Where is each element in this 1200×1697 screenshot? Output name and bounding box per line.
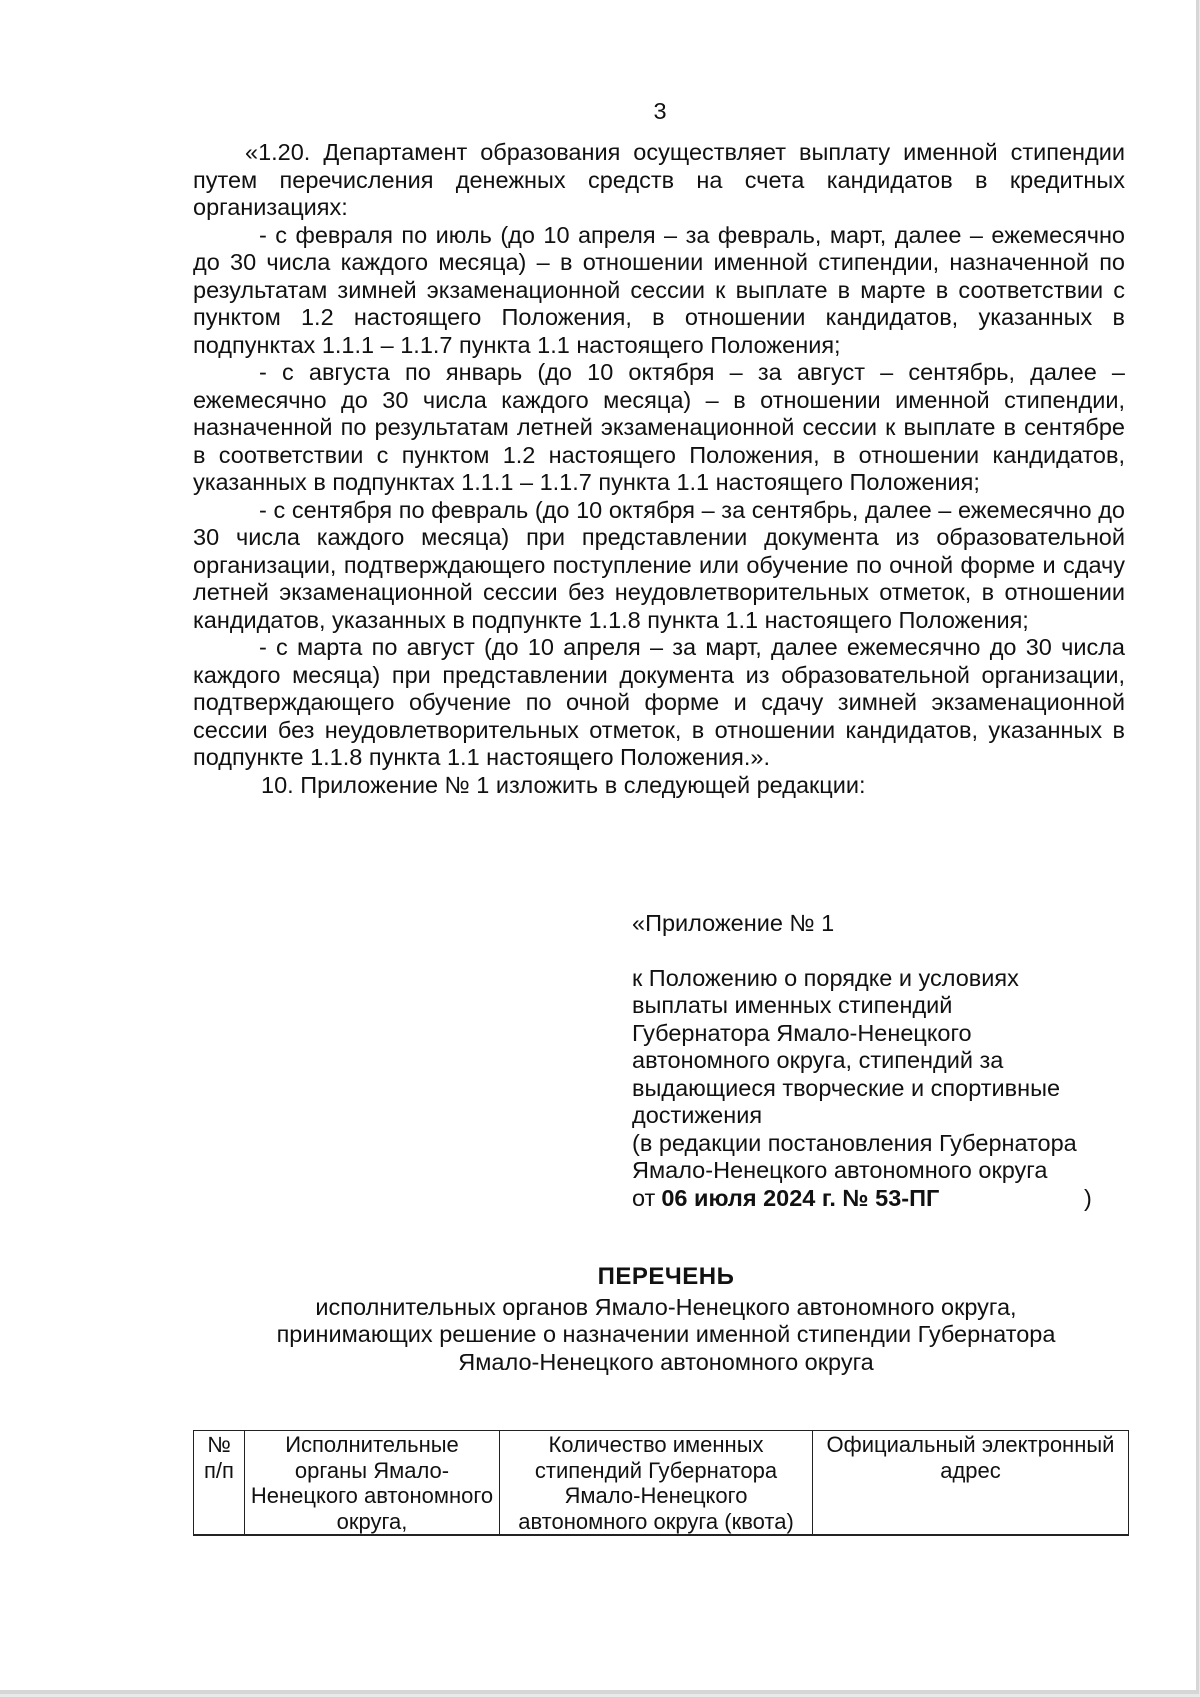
list-title: ПЕРЕЧЕНЬ <box>597 1263 735 1290</box>
paragraph-august-january: - с августа по январь (до 10 октября – за август – сентябрь, далее – ежемесячно до 30 числа каждого месяца) – в отношении именной стипендии, назначенной по результатам летней экзаменационной сессии к выплате в сентябре в соответствии с пунктом 1.2 настоящего Положения, в отношении кандидатов, указанных в подпунктах 1.1.1 – 1.1.7 пункта 1.1 настоящего Положения; <box>193 359 1125 495</box>
item-10: 10. Приложение № 1 изложить в следующей редакции: <box>261 771 866 798</box>
list-subtitle-line: принимающих решение о назначении именной стипендии Губернатора <box>276 1321 1056 1347</box>
closing-paren: ) <box>1084 1184 1092 1211</box>
header-executive-bodies: Исполнительные органы Ямало-Ненецкого автономного округа, <box>245 1431 500 1536</box>
header-number: № п/п <box>194 1431 245 1536</box>
body-text <box>193 139 1125 799</box>
table-header-row <box>194 1431 1129 1536</box>
appendix-line: (в редакции постановления Губернатора <box>632 1129 1077 1156</box>
paragraph-1-20: «1.20. Департамент образования осуществляет выплату именной стипендии путем перечисления денежных средств на счета кандидатов в кредитных организациях: <box>193 139 1125 220</box>
list-heading <box>200 1263 1132 1376</box>
appendix-line: автономного округа, стипендий за <box>632 1047 1004 1073</box>
paragraph-february-july: - с февраля по июль (до 10 апреля – за февраль, март, далее – ежемесячно до 30 числа каждого месяца) – в отношении именной стипендии, назначенной по результатам зимней экзаменационной сессии к выплате в марте в соответствии с пунктом 1.2 настоящего Положения, в отношении кандидатов, указанных в подпунктах 1.1.1 – 1.1.7 пункта 1.1 настоящего Положения; <box>193 221 1125 358</box>
decree-date-number: 06 июля 2024 г. № 53-ПГ <box>661 1184 940 1211</box>
list-subtitle-line: Ямало-Ненецкого автономного округа <box>458 1348 874 1375</box>
header-quota: Количество именных стипендий Губернатора Ямало-Ненецкого автономного округа (квота) <box>500 1431 813 1536</box>
appendix-line: выплаты именных стипендий <box>632 992 953 1018</box>
from-prefix: от <box>632 1184 656 1211</box>
list-subtitle-line: исполнительных органов Ямало-Ненецкого автономного округа, <box>315 1293 1017 1320</box>
appendix-line: выдающиеся творческие и спортивные <box>632 1074 1061 1101</box>
header-email: Официальный электронный адрес <box>813 1431 1129 1536</box>
paragraph-september-february: - с сентября по февраль (до 10 октября – за сентябрь, далее – ежемесячно до 30 числа каждого месяца) при представлении документа из образовательной организации, подтверждающего поступление или обучение по очной форме и сдачу летней экзаменационной сессии без неудовлетворительных отметок, в отношении кандидатов, указанных в подпункте 1.1.8 пункта 1.1 настоящего Положения; <box>193 496 1125 633</box>
appendix-line: Губернатора Ямало-Ненецкого <box>632 1019 972 1046</box>
appendix-date-line <box>632 1185 1152 1213</box>
quota-table <box>193 1430 1129 1536</box>
appendix-line: достижения <box>632 1102 763 1128</box>
appendix-line: Ямало-Ненецкого автономного округа <box>632 1157 1048 1183</box>
appendix-header <box>632 910 1152 1212</box>
paragraph-march-august: - с марта по август (до 10 апреля – за март, далее ежемесячно до 30 числа каждого месяца) при представлении документа из образовательной организации, подтверждающего обучение по очной форме и сдачу зимней экзаменационной сессии без неудовлетворительных отметок, в отношении кандидатов, указанных в подпункте 1.1.8 пункта 1.1 настоящего Положения.». <box>193 634 1125 770</box>
page-number: 3 <box>653 98 667 124</box>
appendix-line: к Положению о порядке и условиях <box>632 964 1019 991</box>
appendix-title: «Приложение № 1 <box>632 910 835 936</box>
